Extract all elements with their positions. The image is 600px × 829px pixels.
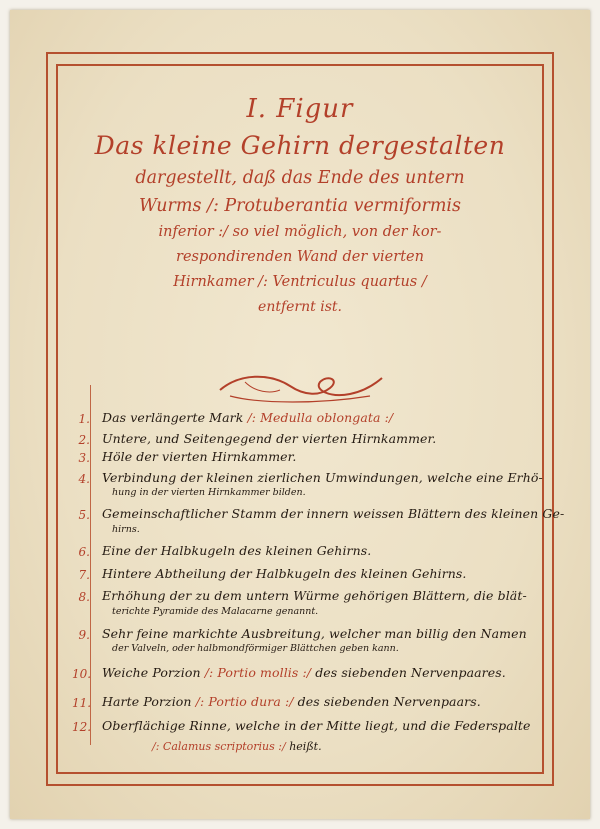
title-line-1: Das kleine Gehirn dergestalten <box>94 131 506 160</box>
item-latin-term: /: Portio dura :/ <box>195 694 294 709</box>
item-number: 4. <box>78 472 90 486</box>
item-number: 1. <box>78 412 90 426</box>
item-number: 9. <box>78 628 90 642</box>
item-latin-term: /: Portio mollis :/ <box>204 665 312 680</box>
item-latin-term: /: Medulla oblongata :/ <box>247 410 394 425</box>
item-text-main: Weiche Porzion <box>102 665 201 680</box>
item-text-continuation: hirns. <box>112 524 140 535</box>
item-number: 10. <box>72 667 92 681</box>
item-text: Sehr feine markichte Ausbreitung, welcher man billig den Namen <box>102 626 527 641</box>
item-text: Hintere Abtheilung der Halbkugeln des kleinen Gehirns. <box>102 566 467 581</box>
item-text: Verbindung der kleinen zierlichen Umwindungen, welche eine Erhö- <box>102 470 543 485</box>
item-text-continuation: terichte Pyramide des Malacarne genannt. <box>112 606 319 617</box>
item-text-tail: des siebenden Nervenpaares. <box>315 665 506 680</box>
item-text: Erhöhung der zu dem untern Würme gehörigen Blättern, die blät- <box>102 588 527 603</box>
title-line-3: Wurms /: Protuberantia vermiformis <box>139 196 461 216</box>
item-number: 8. <box>78 590 90 604</box>
item-number: 7. <box>78 568 90 582</box>
item-text-main: Harte Porzion <box>102 694 192 709</box>
item-text-tail: des siebenden Nervenpaars. <box>297 694 481 709</box>
item-text <box>102 665 506 680</box>
item-text <box>102 694 481 709</box>
item-text: Untere, und Seitengegend der vierten Hirnkammer. <box>102 431 437 446</box>
title-block <box>70 92 530 319</box>
item-text: Oberflächige Rinne, welche in der Mitte liegt, und die Federspalte <box>102 718 531 733</box>
item-number: 3. <box>78 451 90 465</box>
item-number: 5. <box>78 508 90 522</box>
title-line-5: respondirenden Wand der vierten <box>176 249 424 265</box>
item-number: 12. <box>72 720 92 734</box>
item-text <box>102 410 393 425</box>
item-text: Gemeinschaftlicher Stamm der innern weissen Blättern des kleinen Ge- <box>102 506 565 521</box>
title-line-4: inferior :/ so viel möglich, von der kor- <box>158 224 442 240</box>
item-number: 6. <box>78 545 90 559</box>
item-text-continuation: der Valveln, oder halbmondförmiger Blättchen geben kann. <box>112 643 399 654</box>
item-text-tail: heißt. <box>289 740 322 753</box>
item-text-continuation: hung in der vierten Hirnkammer bilden. <box>112 487 306 498</box>
item-text: Eine der Halbkugeln des kleinen Gehirns. <box>102 543 372 558</box>
title-line-6: Hirnkamer /: Ventriculus quartus / <box>173 274 427 290</box>
item-number: 11. <box>72 696 92 710</box>
calligraphic-flourish-ornament <box>210 368 390 408</box>
document-sheet <box>10 10 590 819</box>
item-latin-term: /: Calamus scriptorius :/ <box>152 740 286 753</box>
number-column-rule <box>90 385 91 745</box>
item-number: 2. <box>78 433 90 447</box>
title-line-7: entfernt ist. <box>258 299 342 315</box>
item-text: Höle der vierten Hirnkammer. <box>102 449 297 464</box>
item-text-main: Das verlängerte Mark <box>102 410 244 425</box>
item-text-continuation <box>152 740 322 753</box>
figure-heading: I. Figur <box>246 94 354 124</box>
title-line-2: dargestellt, daß das Ende des untern <box>135 168 465 188</box>
